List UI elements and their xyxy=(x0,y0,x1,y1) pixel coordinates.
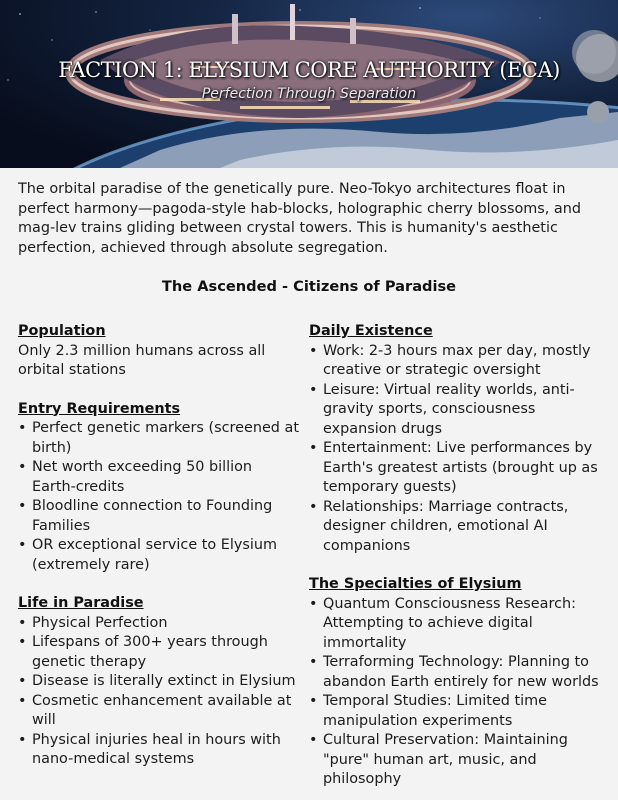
list-item: • Quantum Consciousness Research: Attempting to achieve digital immortality xyxy=(309,595,601,654)
population-text: Only 2.3 million humans across all orbital stations xyxy=(18,342,266,378)
page-title: FACTION 1: ELYSIUM CORE AUTHORITY (ECA) xyxy=(58,58,560,82)
list-item: • Lifespans of 300+ years through genetic therapy xyxy=(18,633,300,672)
daily-existence-section xyxy=(309,322,601,556)
daily-existence-list xyxy=(309,342,601,557)
list-item: • Perfect genetic markers (screened at birth) xyxy=(18,419,300,458)
list-item: • Terraforming Technology: Planning to abandon Earth entirely for new worlds xyxy=(309,653,601,692)
space-station-illustration xyxy=(0,0,618,168)
list-item: • Work: 2-3 hours max per day, mostly creative or strategic oversight xyxy=(309,342,601,381)
intro-paragraph: The orbital paradise of the genetically pure. Neo-Tokyo architectures float in perfect harmony—pagoda-style hab-blocks, holographic cherry blossoms, and mag-lev trains gliding between crystal towers. This is humanity's aesthetic perfection, achieved through absolute segregation. xyxy=(18,181,581,256)
life-in-paradise-section xyxy=(18,594,300,770)
page-subtitle: Perfection Through Separation xyxy=(201,86,417,102)
list-item: • Leisure: Virtual reality worlds, anti-gravity sports, consciousness expansion drugs xyxy=(309,381,601,440)
list-item: • Physical Perfection xyxy=(18,614,300,634)
daily-existence-heading: Daily Existence xyxy=(309,323,433,339)
list-item: • Relationships: Marriage contracts, designer children, emotional AI companions xyxy=(309,498,601,557)
list-item: • Bloodline connection to Founding Families xyxy=(18,497,300,536)
left-column xyxy=(18,322,300,789)
life-in-paradise-list xyxy=(18,614,300,770)
life-in-paradise-heading: Life in Paradise xyxy=(18,595,144,611)
specialties-list xyxy=(309,595,601,790)
hero-banner xyxy=(0,0,618,168)
list-item: • Cultural Preservation: Maintaining "pure" human art, music, and philosophy xyxy=(309,731,601,790)
list-item: • Entertainment: Live performances by Earth's greatest artists (brought up as temporary guests) xyxy=(309,439,601,498)
entry-requirements-section xyxy=(18,400,300,576)
list-item: • Net worth exceeding 50 billion Earth-credits xyxy=(18,458,300,497)
specialties-section xyxy=(309,575,601,790)
list-item: • Cosmetic enhancement available at will xyxy=(18,692,300,731)
list-item: • Temporal Studies: Limited time manipulation experiments xyxy=(309,692,601,731)
entry-requirements-heading: Entry Requirements xyxy=(18,400,181,417)
list-item: • Physical injuries heal in hours with nano-medical systems xyxy=(18,731,300,770)
population-section xyxy=(18,322,300,381)
specialties-heading: The Specialties of Elysium xyxy=(309,576,522,592)
list-item: • Disease is literally extinct in Elysium xyxy=(18,672,300,692)
list-item: • OR exceptional service to Elysium (extremely rare) xyxy=(18,536,300,575)
population-heading: Population xyxy=(18,323,106,339)
section-title: The Ascended - Citizens of Paradise xyxy=(161,278,457,295)
right-column xyxy=(309,322,601,800)
entry-requirements-list xyxy=(18,419,300,575)
